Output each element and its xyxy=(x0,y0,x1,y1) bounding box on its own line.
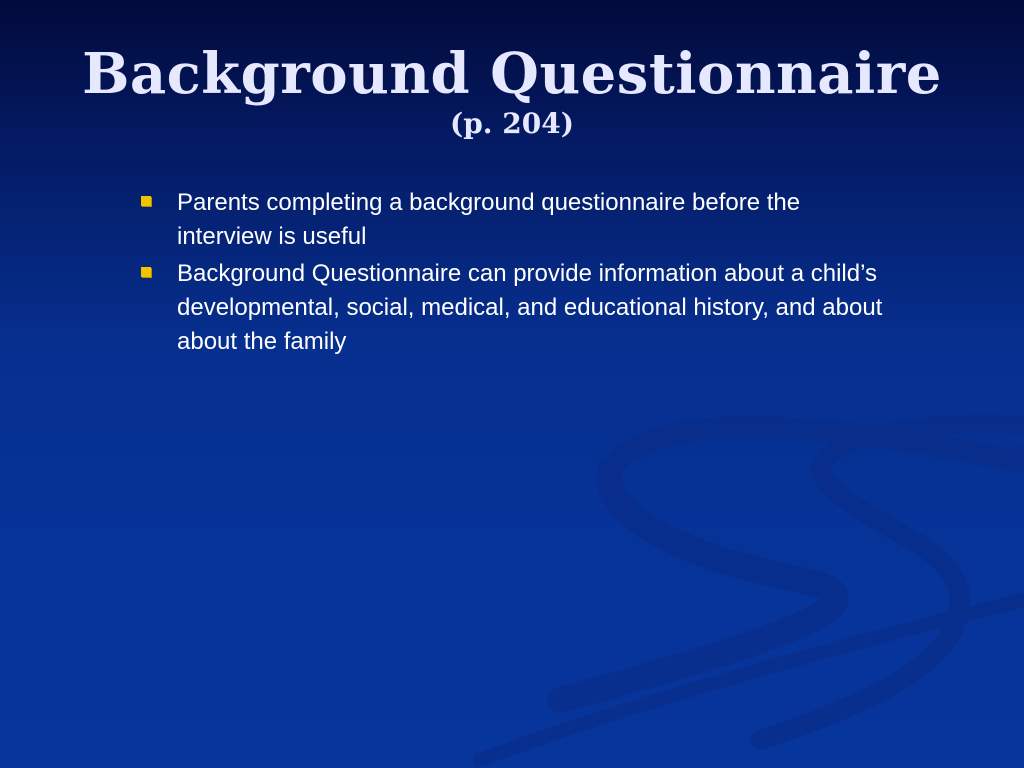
bullet-item xyxy=(140,257,900,359)
title-block xyxy=(0,40,1024,142)
slide-title: Background Questionnaire xyxy=(82,41,942,107)
bullet-item xyxy=(140,186,900,254)
slide-subtitle: (p. 204) xyxy=(449,107,575,140)
bullet-text: Parents completing a background questionnaire before the interview is useful xyxy=(177,189,801,250)
square-bullet-icon xyxy=(141,196,151,206)
square-bullet-icon xyxy=(141,267,151,277)
bullet-text: Background Questionnaire can provide information about a child’s developmental, social, medical, and educational history, and about about the family xyxy=(177,260,883,355)
bullet-list xyxy=(140,186,900,362)
